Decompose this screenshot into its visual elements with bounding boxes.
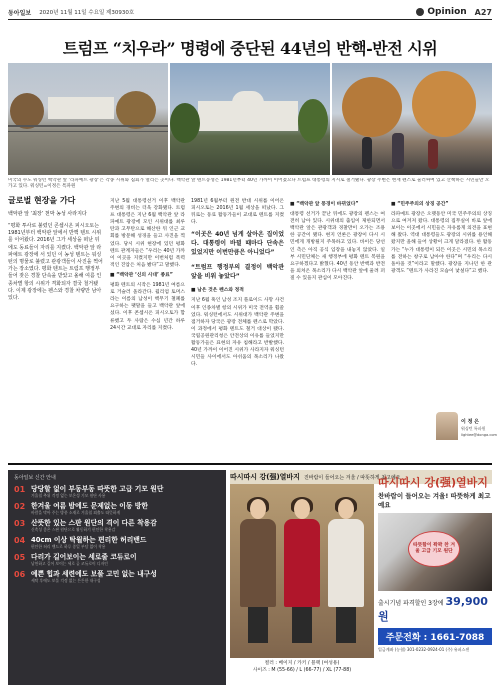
ad-feature-list [8, 470, 226, 685]
fabric-swatch [378, 513, 492, 591]
item-desc: 바람을 막아 주는 방풍 소재로 겨울철 외출도 따뜻하게 [31, 510, 121, 515]
item-number: 02 [14, 502, 26, 511]
ad-product-name: 따시따시 강(强)열바지 [378, 476, 488, 489]
photo-white-house [170, 63, 330, 175]
item-desc: 세탁 후에도 보풀 걱정 없는 튼튼한 내구성 [31, 578, 101, 583]
item-number: 03 [14, 519, 26, 528]
byline [436, 412, 498, 448]
section-label: Opinion [416, 7, 466, 17]
item-desc: 날씬하고 길어 보이는 세로 골 코듀로이 디자인 [31, 561, 108, 566]
item-desc: 편안한 허리 밴드로 하루 종일 부담 없이 착용 [31, 544, 106, 549]
list-item [8, 500, 226, 517]
pull-quote: “이곳은 40년 넘게 살아온 집이었다. 대통령이 바뀔 때마다 단속은 있었지만 이번만큼은 아니었다” [191, 231, 284, 257]
sidebar-subtitle: 백악관 앞 ‘최장’ 천막 농성 사라지다 [8, 211, 87, 217]
ad-product [230, 470, 492, 685]
sidebar-body: “평화 투사로 불렸던 콘셉시온 피시오토는 1981년부터 백악관 앞에서 반핵 텐트 시위를 이어왔다. 2016년 그가 세상을 떠난 뒤에도 동료들이 자리를 지켰다. 백악관 앞 라파예트 광장에 서 있던 이 농성 텐트는 워싱턴의 명물로 불렸고 관광객들이 사진을 찍어가는 장소였다. 평화 텐트는 트럼프 행정부 들어 잦은 경찰 단속을 받았고 올해 여름 인종차별 항의 시위가 격화되자 결국 철거됐다. 이제 광장에는 펜스와 경찰 차량만 남아 있다. [8, 223, 103, 302]
fabric-stamp: 따뜻함이 꽉꽉 찬 겨울 고급 기모 원단 [408, 531, 460, 567]
item-desc: 신축성 좋은 스판 원단으로 활동하기 편안한 착용감 [31, 527, 116, 532]
model-figure [324, 499, 368, 644]
model-figure [280, 499, 324, 644]
item-desc: 겨울철 추위 걱정 없는 보온성 기모 원단 사용 [31, 493, 106, 498]
article-column-1 [110, 198, 185, 332]
ad-price: 출시기념 파격할인 3장에 39,900원 [378, 595, 488, 623]
item-number: 01 [14, 485, 26, 494]
model-coat [284, 519, 320, 607]
sidebar-column [8, 195, 103, 302]
section-dot-icon [416, 8, 424, 16]
ad-banner-sub: 진바람이 들어오는 겨울 / 따뜻하게 최고예요 [303, 474, 401, 481]
list-item [8, 534, 226, 551]
photo-strip [8, 63, 492, 175]
item-title: 한겨울 여름 밤에도 문제없는 이동 방한 [31, 502, 148, 510]
item-title: 40cm 이상 탁월하는 편리한 허리밴드 [31, 536, 147, 544]
column-text: 지난 6월 흑인 남성 조지 플로이드 사망 사건 이후 인종차별 항의 시위가 미국 전역을 휩쓸었다. 워싱턴에서도 시위대가 백악관 주변을 점거하자 당국은 광장 전체를 펜스로 막았다. 이 과정에서 평화 텐트도 철거 대상이 됐다. 국립공원관리청은 안전상의 이유를 들었지만 활동가들은 표현의 자유 침해라고 반발했다. 40년 가까이 이어진 시위가 사라지자 워싱턴 시민들 사이에서도 아쉬움의 목소리가 나왔다. [191, 298, 284, 368]
item-title: 다리가 길어보이는 세로줄 코듀로이 [31, 553, 137, 561]
item-title: 산뜻한 있는 스판 원단의 격이 다른 착용감 [31, 519, 157, 527]
column-text: 1981년 6월부터 원전 반대 시위를 이어온 피시오토는 2016년 1월 세상을 떠났다. 그 뒤로는 동료 활동가들이 교대로 텐트를 지켰다. [191, 199, 284, 226]
list-item [8, 551, 226, 568]
author-role: 워싱턴 특파원 [461, 426, 486, 431]
article-column-4 [391, 198, 492, 275]
model-coat [240, 519, 276, 607]
pull-quote: “트럼프 행정부의 결정이 백악관 앞을 비워 놓았다” [191, 264, 284, 281]
sidebar-title: 글로벌 현장을 가다 [8, 196, 76, 205]
column-text: 라파예트 광장은 오랫동안 미국 민주주의의 상징으로 여겨져 왔다. 대통령의 집무실이 바로 앞에 보이는 이곳에서 시민들은 자유롭게 의견을 표현해 왔다. 역대 대통령들도 광장의 시위를 용인해 왔지만 올해 들어 상황이 크게 달라졌다. 한 활동가는 “누가 대통령이 되든 이곳은 시민의 목소리를 전하는 창구로 남아야 한다”며 “우리는 다시 돌아올 것”이라고 말했다. 광장을 지나던 한 관광객도 “텐트가 사라진 모습이 낯설다”고 했다. [391, 212, 492, 274]
ad-colors-caption: 컬러 : 베이지 / 카키 / 블랙 (여성용) 사이즈 : M (55-66) / L (66-77) / XL (77-88) [230, 658, 374, 674]
author-name: 이 정 은 [461, 419, 479, 425]
item-number: 06 [14, 570, 26, 579]
item-number: 05 [14, 553, 26, 562]
ad-models-photo [230, 484, 374, 674]
issue-date: 2020년 11월 11일 수요일 제30930호 [39, 10, 135, 16]
order-account: 입금계좌 (농협) 301-0232-0924-01 (주) 유퍼스센 [378, 647, 470, 652]
item-title: 당당할 없이 부동부동 따뜻한 고급 기모 원단 [31, 485, 164, 493]
list-item [8, 483, 226, 500]
author-email[interactable]: lightee@donga.com [461, 433, 498, 437]
headline: 트럼프 “치우라” 명령에 중단된 44년의 반핵-반전 시위 [62, 39, 438, 58]
model-figure [236, 499, 280, 644]
order-phone[interactable]: 주문전화 : 1661-7088 [378, 628, 492, 645]
ad-product-slogan: 찬바람이 들어오는 겨울! 따뜻하게 최고예요 [378, 492, 491, 509]
photo-tourists [332, 63, 492, 175]
paper-name: 동아일보 [8, 9, 32, 17]
article-column-3 [290, 198, 385, 282]
column-text: 평화 텐트의 시작은 1981년 여름으로 거슬러 올라간다. 윌리엄 토머스라는 이름의 남성이 핵무기 철폐를 요구하는 팻말을 들고 백악관 앞에 섰다. 이후 콘셉시온 피시오토가 합류했고 두 사람은 수십 년간 하루 24시간 교대로 자리를 지켰다. [110, 283, 185, 331]
page-number: A27 [474, 7, 492, 17]
list-item [8, 568, 226, 585]
column-subhead: ■ 남은 것은 펜스와 정적 [191, 288, 244, 294]
ad-banner-title: 따시따시 강(强)열바지 [230, 473, 300, 481]
item-number: 04 [14, 536, 26, 545]
ad-copy [378, 470, 492, 685]
column-subhead: ■ “백악관 ‘신의 시대’ 종료” [110, 272, 173, 278]
author-photo [436, 412, 458, 440]
column-text: 대통령 선거가 끝난 뒤에도 광장의 펜스는 여전히 남아 있다. 시위대의 출입이 제한되면서 백악관 앞은 관광객과 경찰만이 오가는 조용한 공간이 됐다. 현지 언론은 광장이 다시 시민에게 개방될지 주목하고 있다. 바이든 당선인 측은 아직 공식 입장을 내놓지 않았다. 일부 시민단체는 새 행정부에 평화 텐트 복원을 요구하겠다고 밝혔다. 40년 동안 반핵과 반전을 외쳐온 목소리가 다시 백악관 앞에 울려 퍼질 수 있을지 관심이 모아진다. [290, 212, 385, 281]
photo-fenced-plaza [8, 63, 168, 175]
header-rule [8, 19, 492, 20]
article-column-2 [191, 198, 284, 368]
ad-tagline: 동아일보 신간 안내 [14, 475, 56, 481]
page-header [8, 6, 492, 18]
model-coat [328, 519, 364, 607]
list-item [8, 517, 226, 534]
column-subhead: ■ “백악관 앞 풍경이 바뀌었다” [290, 202, 359, 207]
column-text: 지난 5월 대통령선거 이후 백악관 주변의 경비는 더욱 강화됐다. 트럼프 대통령은 지난 6월 백악관 앞 라파예트 광장에 모인 시위대를 최루탄과 고무탄으로 해산한 뒤 인근 교회를 방문해 성경을 들고 사진을 찍었다. 당시 시위 현장에 있던 평화 텐트 관계자들은 “우리는 40년 가까이 이곳을 지켰지만 이번처럼 폭력적인 진압은 처음 봤다”고 말했다. [110, 199, 185, 268]
item-title: 예쁜 힙과 세련에도 보풀 고민 없는 내구성 [31, 570, 157, 578]
column-subhead: ■ “민주주의의 상징 공간” [391, 202, 449, 207]
photo-caption: 미국의 수도 워싱턴 백악관 앞 ‘라파예트 광장’은 각종 시위와 집회가 열리는 곳이다. 백악관 앞 텐트농성은 1981년부터 40년 가까이 이어졌으나 트럼프 대통령의 지시로 철거됐다. 광장 주변은 현재 펜스로 둘러싸여 있고 산책하는 시민들만 오가고 있다. 워싱턴=이정은 특파원 [8, 178, 490, 189]
ad-separator [8, 463, 492, 465]
